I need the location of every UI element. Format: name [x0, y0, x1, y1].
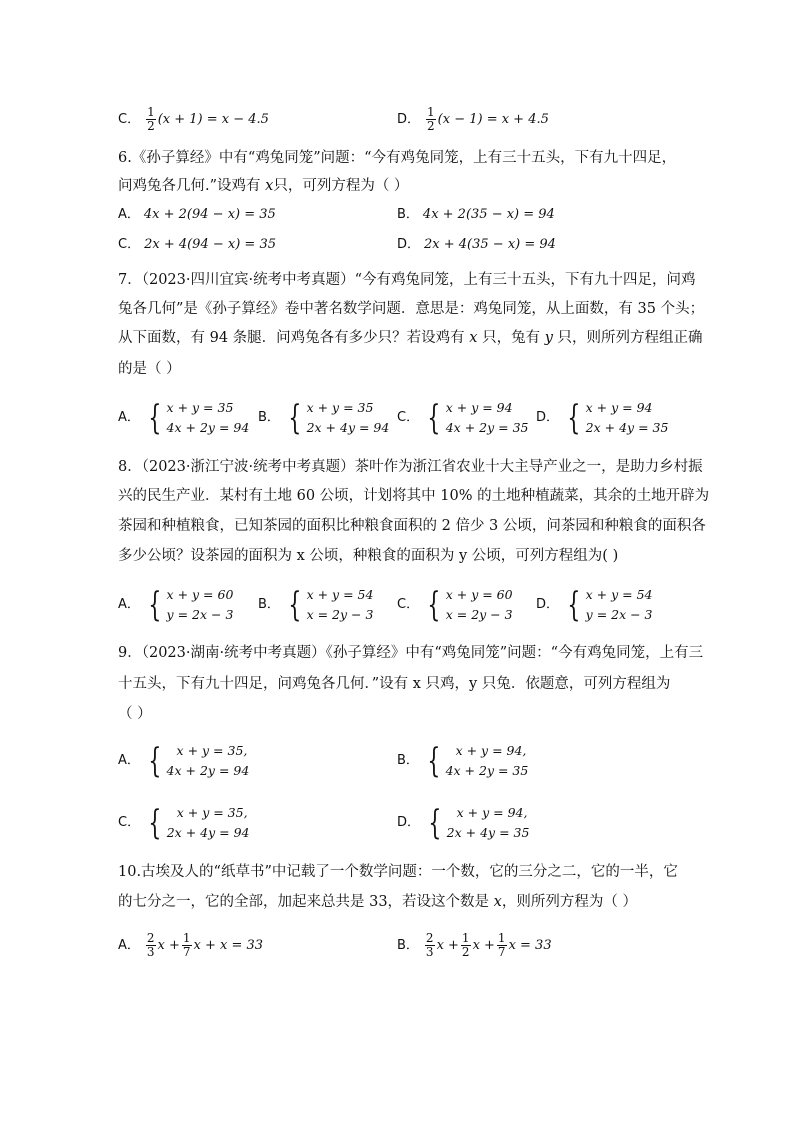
option-label: D． — [397, 112, 421, 127]
q8-option-d[interactable]: D． { x + y = 54 y = 2x − 3 — [536, 585, 653, 625]
q9-stem-line-3: （ ） — [118, 706, 152, 722]
q5-option-d[interactable] — [397, 106, 549, 133]
q8-option-a[interactable]: A． { x + y = 60 y = 2x − 3 — [118, 585, 234, 625]
q8-stem-line-3: 茶园和种植粮食，已知茶园的面积比种粮食面积的 2 倍少 3 公顷，问茶园和种粮食的面积各 — [118, 518, 706, 534]
q6-option-c[interactable]: C． 2x + 4(94 − x) = 35 — [118, 237, 276, 252]
fraction: $\frac{1}{2}$ — [147, 105, 155, 133]
q9-option-b[interactable]: B． { x + y = 94, 4x + 2y = 35 — [397, 741, 529, 781]
q9-stem-line-1: 9．（2023·湖南·统考中考真题）《孙子算经》中有“鸡兔同笼”问题：“今有鸡兔同笼，上有三 — [118, 645, 704, 661]
q8-stem-line-2: 兴的民生产业．某村有土地 60 公顷，计划将其中 10% 的土地种植蔬菜，其余的土地开辟为 — [118, 488, 710, 504]
q8-option-c[interactable]: C． { x + y = 60 x = 2y − 3 — [397, 585, 513, 625]
q5-option-c[interactable] — [118, 106, 269, 133]
equation: (x + 1) = x − 4.5 — [157, 112, 269, 127]
q10-option-a[interactable]: A． $\frac{2}{3}$ x + $\frac{1}{7}$ x + x = 33 — [118, 931, 264, 959]
q6-stem-line-1: 6.《孙子算经》中有“鸡兔同笼”问题：“今有鸡兔同笼，上有三十五头，下有九十四足， — [118, 150, 677, 166]
q9-option-d[interactable]: D． { x + y = 94, 2x + 4y = 35 — [397, 803, 530, 843]
q7-option-c[interactable]: C． { x + y = 94 4x + 2y = 35 — [397, 398, 529, 438]
q7-stem-line-1: 7．（2023·四川宜宾·统考中考真题）“今有鸡兔同笼，上有三十五头，下有九十四足，问鸡 — [118, 272, 696, 288]
fraction: $\frac{1}{2}$ — [427, 105, 435, 133]
q6-option-a[interactable]: A． 4x + 2(94 − x) = 35 — [118, 207, 276, 222]
q6-option-d[interactable]: D． 2x + 4(35 − x) = 94 — [397, 237, 556, 252]
q8-stem-line-4: 多少公顷？设茶园的面积为 x 公顷，种粮食的面积为 y 公顷，可列方程组为( ) — [118, 548, 619, 564]
q10-stem-line-2: 的七分之一，它的全部，加起来总共是 33，若设这个数是 x，则所列方程为（ ） — [118, 894, 637, 910]
q7-stem-line-4: 的是（ ） — [118, 361, 181, 377]
q8-option-b[interactable]: B． { x + y = 54 x = 2y − 3 — [258, 585, 374, 625]
q10-stem-line-1: 10.古埃及人的“纸草书”中记载了一个数学问题：一个数，它的三分之二，它的一半，它 — [118, 864, 678, 880]
q6-option-b[interactable]: B． 4x + 2(35 − x) = 94 — [397, 207, 555, 222]
option-label: C． — [118, 112, 141, 127]
q7-stem-line-2: 兔各几何”是《孙子算经》卷中著名数学问题．意思是：鸡兔同笼，从上面数，有 35 个头； — [118, 301, 705, 317]
q9-option-a[interactable]: A． { x + y = 35, 4x + 2y = 94 — [118, 741, 250, 781]
q7-stem-line-3: 从下面数，有 94 条腿．问鸡兔各有多少只？若设鸡有 x 只，兔有 y 只，则所列方程组正确 — [118, 330, 703, 346]
q7-option-d[interactable]: D． { x + y = 94 2x + 4y = 35 — [536, 398, 669, 438]
q9-stem-line-2: 十五头，下有九十四足，问鸡兔各几何．”设有 x 只鸡，y 只兔．依题意，可列方程组为 — [118, 676, 671, 692]
q8-stem-line-1: 8．（2023·浙江宁波·统考中考真题）茶叶作为浙江省农业十大主导产业之一，是助力乡村振 — [118, 459, 703, 475]
q6-stem-line-2: 问鸡兔各几何.”设鸡有 x只，可列方程为（ ） — [118, 178, 409, 194]
q9-option-c[interactable]: C． { x + y = 35, 2x + 4y = 94 — [118, 803, 250, 843]
q7-option-b[interactable]: B． { x + y = 35 2x + 4y = 94 — [258, 398, 390, 438]
q10-option-b[interactable]: B． $\frac{2}{3}$ x + $\frac{1}{2}$ x + $\frac{1}{7}$ x = 33 — [397, 931, 552, 959]
q7-option-a[interactable]: A． { x + y = 35 4x + 2y = 94 — [118, 398, 250, 438]
equation: (x − 1) = x + 4.5 — [437, 112, 549, 127]
